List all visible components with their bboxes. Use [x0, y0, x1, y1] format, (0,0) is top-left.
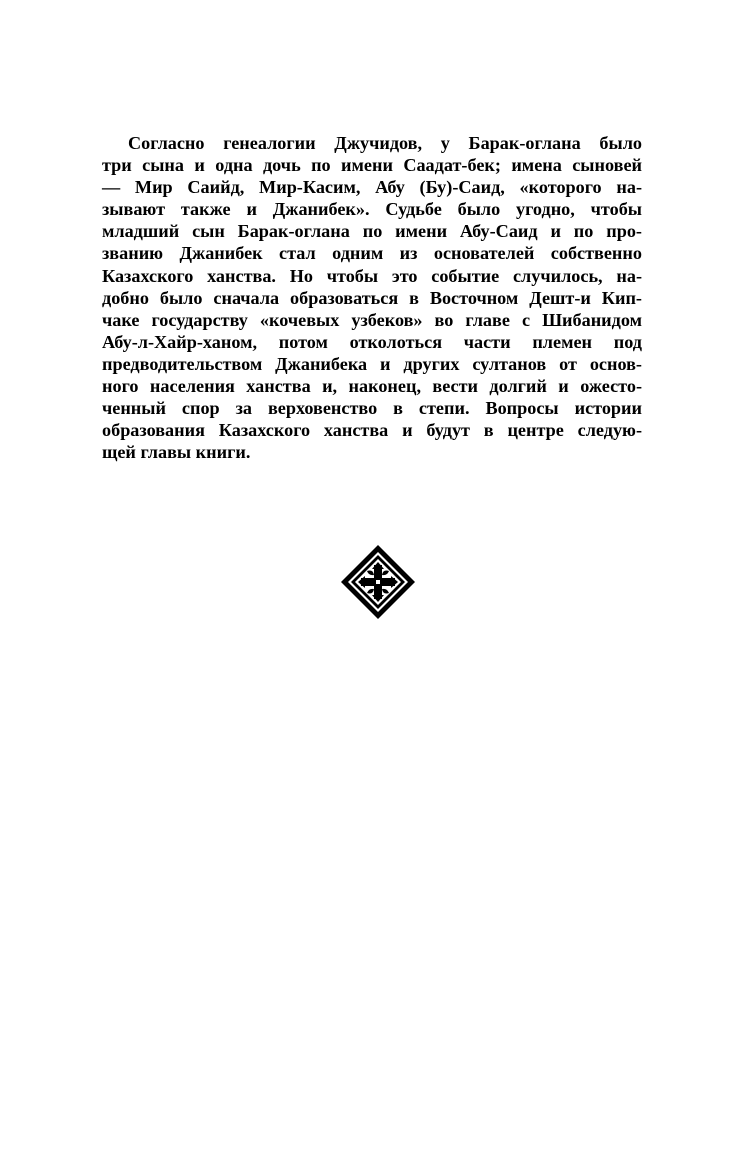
text-line: добно было сначала образоваться в Восточном Дешт-и Кип- [102, 287, 642, 308]
text-line: зывают также и Джанибек». Судьбе было угодно, чтобы [102, 199, 642, 220]
text-line: ченный спор за верховенство в степи. Вопросы истории [102, 398, 642, 419]
diamond-ornament-icon [339, 543, 417, 621]
text-line: Согласно генеалогии Джучидов, у Барак-оглана было [128, 133, 642, 153]
text-line: чаке государству «кочевых узбеков» во главе с Шибанидом [102, 309, 642, 330]
text-line: младший сын Барак-оглана по имени Абу-Саид и по про- [102, 221, 642, 242]
text-line: званию Джанибек стал одним из основателей собственно [102, 243, 642, 264]
text-line: ного населения ханства и, наконец, вести долгий и ожесто- [102, 376, 642, 397]
body-paragraph [102, 132, 642, 463]
text-line: — Мир Саийд, Мир-Касим, Абу (Бу)-Саид, «которого на- [102, 177, 642, 198]
text-line: щей главы книги. [102, 442, 251, 463]
text-line: образования Казахского ханства и будут в центре следую- [102, 420, 642, 441]
text-line: три сына и одна дочь по имени Саадат-бек; имена сыновей [102, 155, 642, 176]
text-line: Казахского ханства. Но чтобы это событие случилось, на- [102, 265, 642, 286]
text-line: предводительством Джанибека и других султанов от основ- [102, 353, 642, 374]
text-line: Абу-л-Хайр-ханом, потом отколоться части племен под [102, 331, 642, 352]
